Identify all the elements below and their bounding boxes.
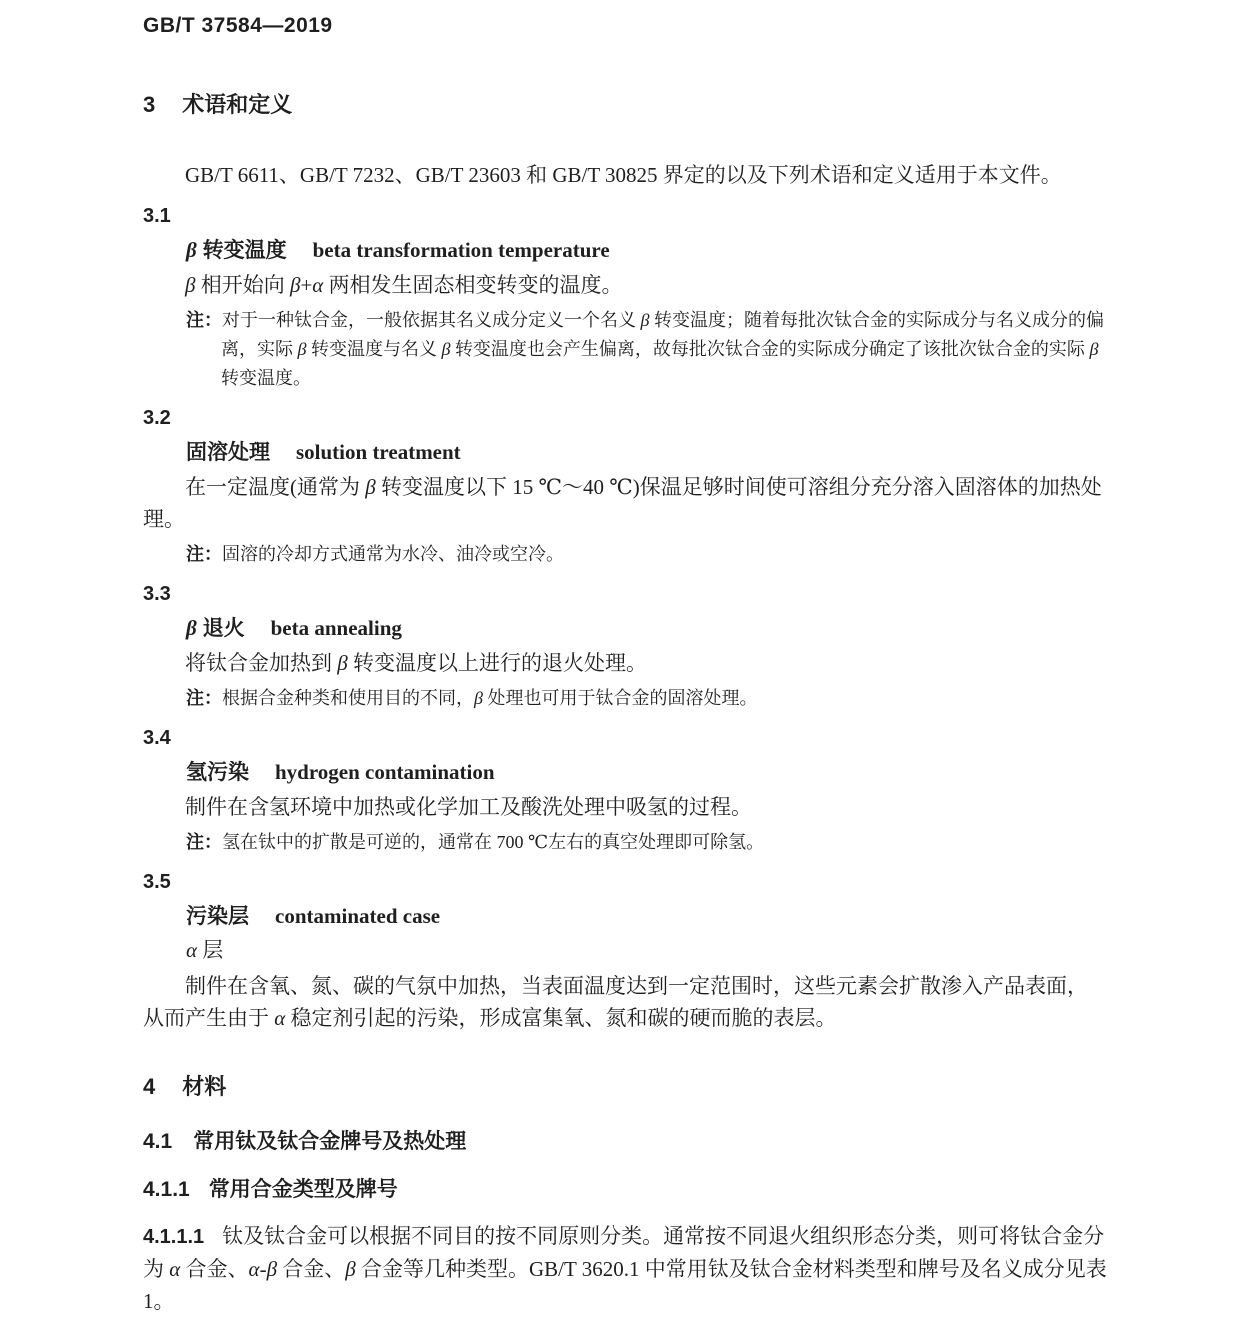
term-definition: 在一定温度(通常为 β 转变温度以下 15 ℃～40 ℃)保温足够时间使可溶组分充分溶入固溶体的加热处理。 bbox=[143, 475, 1102, 531]
clause-3-title: 术语和定义 bbox=[182, 92, 293, 117]
note-label: 注： bbox=[186, 544, 222, 564]
term-title-zh: 污染层 bbox=[186, 905, 249, 928]
term-definition: β 相开始向 β+α 两相发生固态相变转变的温度。 bbox=[185, 273, 623, 297]
term-title-en: hydrogen contamination bbox=[275, 760, 495, 784]
note-text: 固溶的冷却方式通常为水冷、油冷或空冷。 bbox=[222, 544, 564, 564]
term-alias: α 层 bbox=[186, 938, 224, 962]
term-id: 3.4 bbox=[143, 727, 171, 749]
clause-4-heading bbox=[143, 1074, 1107, 1100]
clause-4-title: 材料 bbox=[182, 1074, 227, 1099]
term-heading bbox=[186, 237, 1107, 264]
term-note bbox=[186, 540, 1107, 569]
clause-4-1-1-heading bbox=[143, 1177, 1107, 1203]
term-title-zh: 氢污染 bbox=[186, 761, 249, 784]
term-heading bbox=[186, 439, 1107, 466]
term-entry-3-3 bbox=[143, 581, 1107, 713]
term-definition: 制件在含氧、氮、碳的气氛中加热，当表面温度达到一定范围时，这些元素会扩散渗入产品表面，从而产生由于 α 稳定剂引起的污染，形成富集氧、氮和碳的硬而脆的表层。 bbox=[143, 974, 1088, 1030]
term-definition: 制件在含氢环境中加热或化学加工及酸洗处理中吸氢的过程。 bbox=[185, 795, 752, 819]
clause-4-1-number: 4.1 bbox=[143, 1130, 173, 1153]
clause-3-intro: GB/T 6611、GB/T 7232、GB/T 23603 和 GB/T 30825 界定的以及下列术语和定义适用于本文件。 bbox=[185, 163, 1062, 187]
standard-number: GB/T 37584—2019 bbox=[143, 14, 333, 37]
term-id: 3.5 bbox=[143, 871, 171, 893]
term-entry-3-1 bbox=[143, 203, 1107, 393]
note-label: 注： bbox=[186, 310, 222, 330]
clause-4-1-1-1-number: 4.1.1.1 bbox=[143, 1226, 205, 1248]
term-entry-3-2 bbox=[143, 405, 1107, 569]
note-text: 对于一种钛合金，一般依据其名义成分定义一个名义 β 转变温度；随着每批次钛合金的实际成分与名义成分的偏离，实际 β 转变温度与名义 β 转变温度也会产生偏离，故每批次钛合金的实际成分确定了该批次钛合金的实际 β 转变温度。 bbox=[221, 310, 1104, 388]
clause-4-1-1-number: 4.1.1 bbox=[143, 1178, 190, 1201]
term-id: 3.3 bbox=[143, 583, 171, 605]
note-text: 氢在钛中的扩散是可逆的，通常在 700 ℃左右的真空处理即可除氢。 bbox=[222, 832, 765, 852]
term-title-en: contaminated case bbox=[275, 904, 441, 928]
term-heading bbox=[186, 903, 1107, 930]
term-note bbox=[186, 306, 1107, 393]
clause-4-1-1-1-text: 钛及钛合金可以根据不同目的按不同原则分类。通常按不同退火组织形态分类，则可将钛合金分为 α 合金、α-β 合金、β 合金等几种类型。GB/T 3620.1 中常用钛及钛合金材料类型和牌号及名义成分见表 1。 bbox=[143, 1224, 1107, 1313]
clause-4-1-title: 常用钛及钛合金牌号及热处理 bbox=[193, 1130, 467, 1153]
term-title-zh: β 退火 bbox=[186, 616, 245, 640]
term-definition: 将钛合金加热到 β 转变温度以上进行的退火处理。 bbox=[185, 651, 647, 675]
term-entry-3-4 bbox=[143, 725, 1107, 857]
term-heading bbox=[186, 615, 1107, 642]
term-title-zh: β 转变温度 bbox=[186, 238, 287, 262]
term-title-en: beta transformation temperature bbox=[312, 238, 610, 262]
clause-4-number: 4 bbox=[143, 1074, 156, 1099]
clause-4-1-1-1-paragraph bbox=[143, 1220, 1107, 1317]
term-title-zh: 固溶处理 bbox=[186, 441, 270, 464]
term-heading bbox=[186, 759, 1107, 786]
clause-4-1-heading bbox=[143, 1129, 1107, 1155]
clause-3-number: 3 bbox=[143, 92, 156, 117]
clause-4-1-1-title: 常用合金类型及牌号 bbox=[208, 1178, 398, 1201]
term-note bbox=[186, 684, 1107, 713]
term-entry-3-5 bbox=[143, 869, 1107, 1034]
note-label: 注： bbox=[186, 832, 222, 852]
term-title-en: beta annealing bbox=[270, 616, 402, 640]
term-note bbox=[186, 828, 1107, 857]
note-text: 根据合金种类和使用目的不同，β 处理也可用于钛合金的固溶处理。 bbox=[222, 688, 758, 708]
clause-3-heading bbox=[143, 92, 1107, 118]
term-id: 3.2 bbox=[143, 407, 171, 429]
term-id: 3.1 bbox=[143, 205, 171, 227]
term-title-en: solution treatment bbox=[296, 440, 461, 464]
note-label: 注： bbox=[186, 688, 222, 708]
